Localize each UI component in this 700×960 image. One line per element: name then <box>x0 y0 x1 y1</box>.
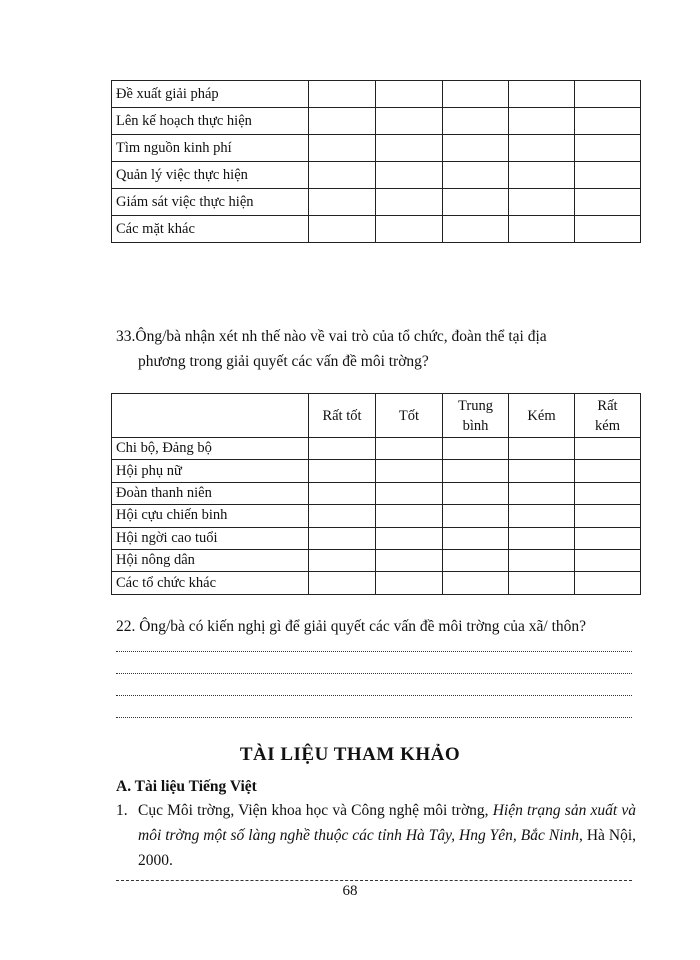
rating-cell[interactable] <box>443 505 509 527</box>
reference-authors: Cục Môi trờng, Viện khoa học và Công nghệ môi trờng, <box>138 802 489 819</box>
rating-cell[interactable] <box>575 460 641 482</box>
rating-cell[interactable] <box>509 549 575 571</box>
organization-rating-table <box>111 393 641 595</box>
question-33-line1: 33.Ông/bà nhận xét nh thế nào về vai trò của tổ chức, đoàn thể tại địa <box>116 328 547 345</box>
rating-cell[interactable] <box>443 108 509 135</box>
rating-cell[interactable] <box>376 460 443 482</box>
table-row <box>112 81 641 108</box>
row-label: Đề xuất giải pháp <box>112 81 309 108</box>
answer-line <box>116 694 632 696</box>
rating-cell[interactable] <box>575 216 641 243</box>
rating-cell[interactable] <box>509 527 575 549</box>
rating-cell[interactable] <box>309 460 376 482</box>
header-tot: Tốt <box>376 394 443 438</box>
table-row <box>112 189 641 216</box>
rating-cell[interactable] <box>309 135 376 162</box>
rating-cell[interactable] <box>376 81 443 108</box>
rating-cell[interactable] <box>376 505 443 527</box>
table-row <box>112 549 641 571</box>
rating-cell[interactable] <box>443 162 509 189</box>
rating-cell[interactable] <box>443 189 509 216</box>
rating-cell[interactable] <box>575 162 641 189</box>
rating-cell[interactable] <box>575 482 641 504</box>
header-kem: Kém <box>509 394 575 438</box>
rating-cell[interactable] <box>509 572 575 594</box>
rating-cell[interactable] <box>309 572 376 594</box>
header-rat-kem: Rất kém <box>575 394 641 438</box>
row-label: Lên kế hoạch thực hiện <box>112 108 309 135</box>
rating-cell[interactable] <box>376 135 443 162</box>
row-label: Đoàn thanh niên <box>112 482 309 504</box>
reference-title: Hiện trạng sản xuất và môi trờng một số làng nghề thuộc các tỉnh Hà Tây, Hng Yên, Bắc Ninh <box>138 802 637 844</box>
question-33-line2: phương trong giải quyết các vấn đề môi trờng? <box>138 353 429 370</box>
rating-cell[interactable] <box>575 81 641 108</box>
rating-cell[interactable] <box>575 527 641 549</box>
rating-cell[interactable] <box>509 482 575 504</box>
table-row <box>112 527 641 549</box>
rating-cell[interactable] <box>309 81 376 108</box>
rating-cell[interactable] <box>376 216 443 243</box>
table-row <box>112 135 641 162</box>
reference-number: 1. <box>116 802 128 819</box>
references-title: TÀI LIỆU THAM KHẢO <box>239 744 461 765</box>
row-label: Tìm nguồn kinh phí <box>112 135 309 162</box>
reference-item <box>116 798 636 873</box>
rating-cell[interactable] <box>309 549 376 571</box>
row-label: Hội nông dân <box>112 549 309 571</box>
rating-cell[interactable] <box>443 527 509 549</box>
rating-cell[interactable] <box>309 527 376 549</box>
question-33 <box>116 324 636 374</box>
footer-divider <box>116 880 632 881</box>
rating-cell[interactable] <box>376 108 443 135</box>
rating-cell[interactable] <box>309 162 376 189</box>
rating-cell[interactable] <box>443 460 509 482</box>
question-22: 22. Ông/bà có kiến nghị gì để giải quyết các vấn đề môi trờng của xã/ thôn? <box>116 618 587 635</box>
row-label: Giám sát việc thực hiện <box>112 189 309 216</box>
row-label: Các tổ chức khác <box>112 572 309 594</box>
rating-cell[interactable] <box>509 438 575 460</box>
row-label: Các mặt khác <box>112 216 309 243</box>
rating-cell[interactable] <box>443 81 509 108</box>
table-row <box>112 460 641 482</box>
rating-cell[interactable] <box>575 438 641 460</box>
rating-cell[interactable] <box>509 460 575 482</box>
rating-cell[interactable] <box>443 482 509 504</box>
row-label: Quản lý việc thực hiện <box>112 162 309 189</box>
rating-cell[interactable] <box>575 505 641 527</box>
header-rat-tot: Rất tốt <box>309 394 376 438</box>
rating-cell[interactable] <box>575 108 641 135</box>
rating-cell[interactable] <box>443 549 509 571</box>
table-row <box>112 482 641 504</box>
rating-cell[interactable] <box>309 108 376 135</box>
rating-cell[interactable] <box>376 549 443 571</box>
row-label: Hội cựu chiến binh <box>112 505 309 527</box>
rating-cell[interactable] <box>509 162 575 189</box>
rating-cell[interactable] <box>443 572 509 594</box>
table-header-row <box>112 394 641 438</box>
rating-cell[interactable] <box>309 189 376 216</box>
rating-cell[interactable] <box>575 549 641 571</box>
rating-cell[interactable] <box>443 135 509 162</box>
rating-cell[interactable] <box>309 438 376 460</box>
rating-cell[interactable] <box>376 527 443 549</box>
table-row <box>112 572 641 594</box>
header-blank <box>112 394 309 438</box>
assessment-table <box>111 80 641 243</box>
table-row <box>112 108 641 135</box>
rating-cell[interactable] <box>443 438 509 460</box>
rating-cell[interactable] <box>509 189 575 216</box>
rating-cell[interactable] <box>376 572 443 594</box>
row-label: Chi bộ, Đảng bộ <box>112 438 309 460</box>
row-label: Hội ngời cao tuổi <box>112 527 309 549</box>
table-row <box>112 162 641 189</box>
rating-cell[interactable] <box>376 482 443 504</box>
page-number: 68 <box>342 883 358 899</box>
table-row <box>112 216 641 243</box>
rating-cell[interactable] <box>309 216 376 243</box>
rating-cell[interactable] <box>509 81 575 108</box>
reference-publisher: , Hà Nội, 2000. <box>138 827 636 869</box>
rating-cell[interactable] <box>509 135 575 162</box>
rating-cell[interactable] <box>309 505 376 527</box>
rating-cell[interactable] <box>575 135 641 162</box>
rating-cell[interactable] <box>309 482 376 504</box>
table-row <box>112 505 641 527</box>
answer-line <box>116 716 632 718</box>
rating-cell[interactable] <box>509 505 575 527</box>
answer-line <box>116 672 632 674</box>
table-row <box>112 438 641 460</box>
rating-cell[interactable] <box>443 216 509 243</box>
rating-cell[interactable] <box>376 438 443 460</box>
row-label: Hội phụ nữ <box>112 460 309 482</box>
references-section-a: A. Tài liệu Tiếng Việt <box>116 778 257 795</box>
header-trung-binh: Trung bình <box>443 394 509 438</box>
rating-cell[interactable] <box>575 572 641 594</box>
rating-cell[interactable] <box>376 189 443 216</box>
rating-cell[interactable] <box>509 216 575 243</box>
answer-line <box>116 650 632 652</box>
rating-cell[interactable] <box>575 189 641 216</box>
rating-cell[interactable] <box>509 108 575 135</box>
rating-cell[interactable] <box>376 162 443 189</box>
